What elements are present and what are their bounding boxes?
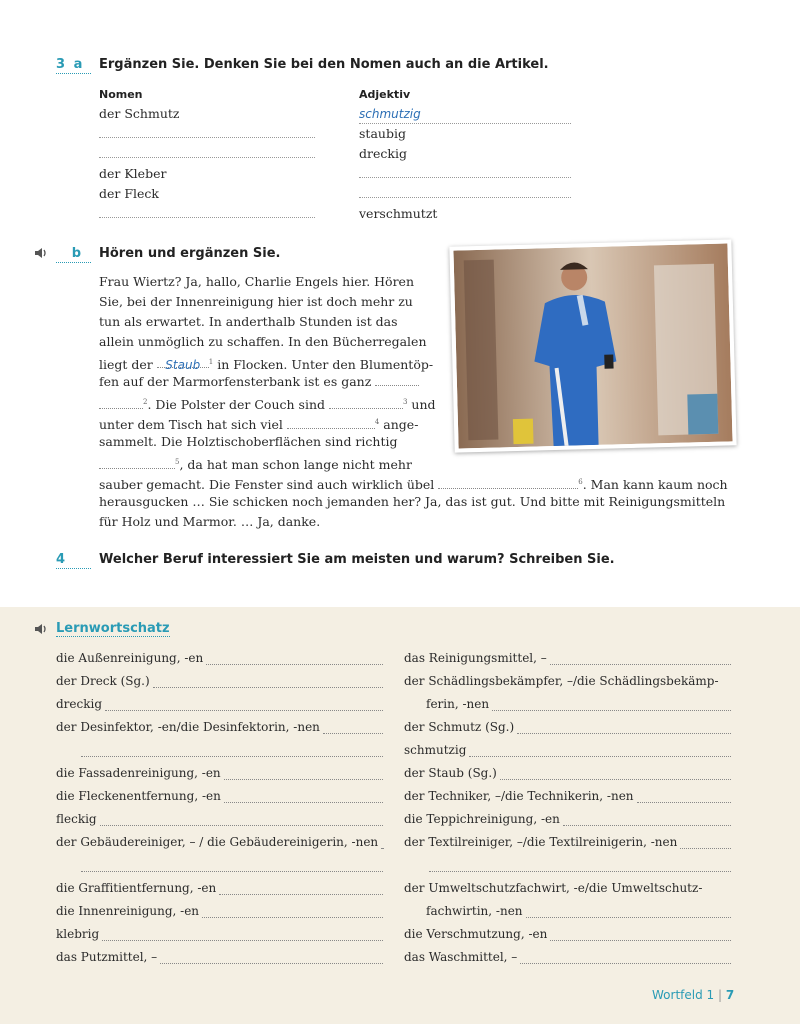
adjektiv-item: staubig (359, 126, 406, 141)
vocab-row (404, 785, 731, 803)
vocab-term: das Putzmittel, – (56, 950, 158, 964)
vocab-term: der Textilreiniger, –/die Textilreinigerin, -nen (404, 835, 678, 849)
vocab-row (56, 808, 383, 826)
text-line (99, 492, 725, 512)
vocab-row (404, 923, 731, 941)
vocab-row (404, 808, 731, 826)
vocab-translation-line[interactable] (381, 837, 383, 849)
vocab-row (56, 716, 383, 734)
vocab-term: der Desinfektor, -en/die Desinfektorin, -nen (56, 720, 320, 734)
vocab-translation-line[interactable] (517, 722, 731, 734)
text-segment: Frau Wiertz? Ja, hallo, Charlie Engels hier. Hören (99, 274, 415, 289)
vocab-row (56, 785, 383, 803)
vocab-translation-line[interactable] (105, 699, 383, 711)
vocab-translation-line[interactable] (563, 814, 731, 826)
vocab-translation-line[interactable] (219, 883, 383, 895)
vocab-row (404, 647, 731, 665)
vocabulary-title: Lernwortschatz (56, 621, 170, 636)
vocab-row (56, 693, 383, 711)
text-segment: tun als erwartet. In anderthalb Stunden ist das (99, 314, 398, 329)
vocab-translation-line[interactable] (81, 860, 383, 872)
vocab-translation-line[interactable] (429, 860, 731, 872)
text-segment: fen auf der Marmorfensterbank ist es ganz (99, 374, 376, 389)
vocab-translation-line[interactable] (500, 768, 731, 780)
nomen-item: der Kleber (99, 166, 167, 181)
gap-number: 2 (143, 398, 148, 406)
text-segment: , da hat man schon lange nicht mehr (179, 457, 412, 473)
vocab-translation-line[interactable] (81, 745, 383, 757)
vocab-term: die Fleckenentfernung, -en (56, 789, 221, 803)
text-segment: in Flocken. Unter den Blumentöp- (213, 357, 434, 373)
text-segment: herausgucken … Sie schicken noch jemanden her? Ja, das ist gut. Und bitte mit Reinigungsmitteln (99, 494, 726, 509)
gap-number: 5 (175, 458, 180, 466)
vocab-translation-line[interactable] (160, 952, 383, 964)
vocab-row (56, 647, 383, 665)
vocab-term: die Außenreinigung, -en (56, 651, 204, 665)
text-line (99, 512, 320, 532)
vocab-row (56, 877, 383, 895)
vocab-term: der Dreck (Sg.) (56, 674, 150, 688)
text-line (99, 372, 419, 392)
vocab-term: die Fassadenreinigung, -en (56, 766, 221, 780)
vocab-translation-line[interactable] (637, 791, 731, 803)
vocab-row (78, 854, 383, 872)
nomen-item: der Schmutz (99, 106, 180, 121)
text-line (99, 292, 413, 312)
vocab-translation-line[interactable] (550, 653, 731, 665)
text-line (99, 272, 414, 292)
vocab-row (56, 670, 383, 688)
text-line (99, 312, 398, 332)
gap-fill-blank[interactable] (99, 456, 175, 469)
vocab-term: die Verschmutzung, -en (404, 927, 548, 941)
vocab-translation-line[interactable] (102, 929, 383, 941)
vocab-row (404, 831, 731, 849)
vocab-term: das Waschmittel, – (404, 950, 518, 964)
vocab-term: fleckig (56, 812, 97, 826)
text-line (99, 432, 397, 452)
vocab-translation-line[interactable] (323, 722, 383, 734)
vocab-translation-line[interactable] (526, 906, 731, 918)
vocab-term: die Innenreinigung, -en (56, 904, 200, 918)
gap-fill-blank[interactable] (157, 355, 209, 373)
gap-fill-blank[interactable] (99, 396, 143, 409)
vocab-translation-line[interactable] (202, 906, 383, 918)
section-name: Wortfeld 1 (652, 988, 715, 1002)
nomen-blank-line[interactable] (99, 144, 315, 158)
vocab-term: die Graffitientfernung, -en (56, 881, 217, 895)
page-footer: Wortfeld 1 | 7 (652, 988, 735, 1002)
exercise-number-3b: b (56, 246, 91, 263)
exercise-number-4: 4 (56, 552, 91, 569)
gap-number: 1 (208, 358, 214, 366)
vocab-row (56, 831, 383, 849)
vocab-translation-line[interactable] (469, 745, 731, 757)
text-segment: sammelt. Die Holztischoberflächen sind richtig (99, 434, 398, 449)
vocab-row (426, 900, 731, 918)
vocab-term: der Staub (Sg.) (404, 766, 497, 780)
vocab-translation-line[interactable] (492, 699, 731, 711)
vocab-translation-line[interactable] (153, 676, 383, 688)
photo-cleaner-with-phone (449, 239, 736, 452)
vocab-row (404, 716, 731, 734)
adjektiv-column (359, 104, 571, 224)
adjektiv-blank-line[interactable] (359, 184, 571, 198)
exercise-3a-instruction: Ergänzen Sie. Denken Sie bei den Nomen auch an die Artikel. (99, 57, 549, 72)
vocab-translation-line[interactable] (550, 929, 731, 941)
vocab-row (56, 946, 383, 964)
vocab-row (426, 854, 731, 872)
adjektiv-item: schmutzig (359, 104, 571, 124)
exercise-4-instruction: Welcher Beruf interessiert Sie am meisten und warum? Schreiben Sie. (99, 552, 615, 567)
exercise-number-3a: 3 a (56, 57, 91, 74)
gap-fill-blank[interactable] (329, 396, 403, 409)
vocab-translation-line[interactable] (520, 952, 731, 964)
adjektiv-item: dreckig (359, 146, 407, 161)
vocab-term: klebrig (56, 927, 100, 941)
vocab-term: der Umweltschutzfachwirt, -e/die Umweltschutz- (404, 881, 703, 895)
vocab-term: der Schmutz (Sg.) (404, 720, 515, 734)
vocab-term: schmutzig (404, 743, 467, 757)
vocab-term: dreckig (56, 697, 103, 711)
vocab-translation-line[interactable] (100, 814, 383, 826)
gap-fill-blank[interactable] (438, 476, 578, 489)
vocab-row (404, 739, 731, 757)
gap-number: 4 (374, 418, 380, 426)
nomen-item: der Fleck (99, 186, 159, 201)
gap-number: 3 (402, 398, 408, 406)
vocabulary-section (0, 607, 800, 1024)
vocab-translation-line[interactable] (206, 653, 383, 665)
vocab-row (56, 923, 383, 941)
adjektiv-item: verschmutzt (359, 206, 438, 221)
vocab-row (404, 762, 731, 780)
vocab-translation-line[interactable] (224, 768, 383, 780)
text-segment: Sie, bei der Innenreinigung hier ist doch mehr zu (99, 294, 413, 309)
vocab-term: fachwirtin, -nen (426, 904, 523, 918)
adjektiv-blank-line[interactable] (359, 164, 571, 178)
vocab-row (56, 762, 383, 780)
nomen-column (99, 104, 315, 224)
gap-fill-blank[interactable] (287, 416, 375, 429)
nomen-header: Nomen (99, 88, 143, 101)
vocab-term: das Reinigungsmittel, – (404, 651, 547, 665)
audio-speaker-icon[interactable] (34, 247, 48, 259)
gap-number: 6 (578, 478, 583, 486)
vocab-term: der Techniker, –/die Technikerin, -nen (404, 789, 634, 803)
text-segment: sauber gemacht. Die Fenster sind auch wirklich übel (99, 477, 439, 493)
text-segment: . Man kann kaum noch (582, 477, 728, 493)
vocab-translation-line[interactable] (224, 791, 383, 803)
vocab-row (404, 946, 731, 964)
gap-fill-blank[interactable] (375, 373, 419, 386)
text-line (99, 332, 427, 352)
nomen-blank-line[interactable] (99, 124, 315, 138)
audio-speaker-icon[interactable] (34, 623, 48, 635)
text-segment: allein unmöglich zu schaffen. In den Bücherregalen (99, 334, 427, 349)
handwritten-answer: Staub (165, 358, 201, 373)
vocab-row (404, 670, 731, 688)
vocab-row (56, 900, 383, 918)
text-segment: liegt der (99, 357, 157, 373)
vocab-term: der Schädlingsbekämpfer, –/die Schädlingsbekämp- (404, 674, 719, 688)
vocab-term: der Gebäudereiniger, – / die Gebäudereinigerin, -nen (56, 835, 379, 849)
vocab-row (404, 877, 731, 895)
text-segment: und (407, 397, 436, 413)
vocab-term: ferin, -nen (426, 697, 490, 711)
exercise-3b-instruction: Hören und ergänzen Sie. (99, 246, 281, 261)
vocab-translation-line[interactable] (680, 837, 731, 849)
vocab-row (426, 693, 731, 711)
text-segment: . Die Polster der Couch sind (147, 397, 329, 413)
vocab-term: die Teppichreinigung, -en (404, 812, 560, 826)
page-number: 7 (725, 988, 735, 1002)
text-segment: ange- (379, 417, 419, 433)
adjektiv-header: Adjektiv (359, 88, 411, 101)
vocab-row (78, 739, 383, 757)
text-segment: unter dem Tisch hat sich viel (99, 417, 287, 433)
nomen-blank-line[interactable] (99, 204, 315, 218)
text-segment: für Holz und Marmor. … Ja, danke. (99, 514, 321, 529)
